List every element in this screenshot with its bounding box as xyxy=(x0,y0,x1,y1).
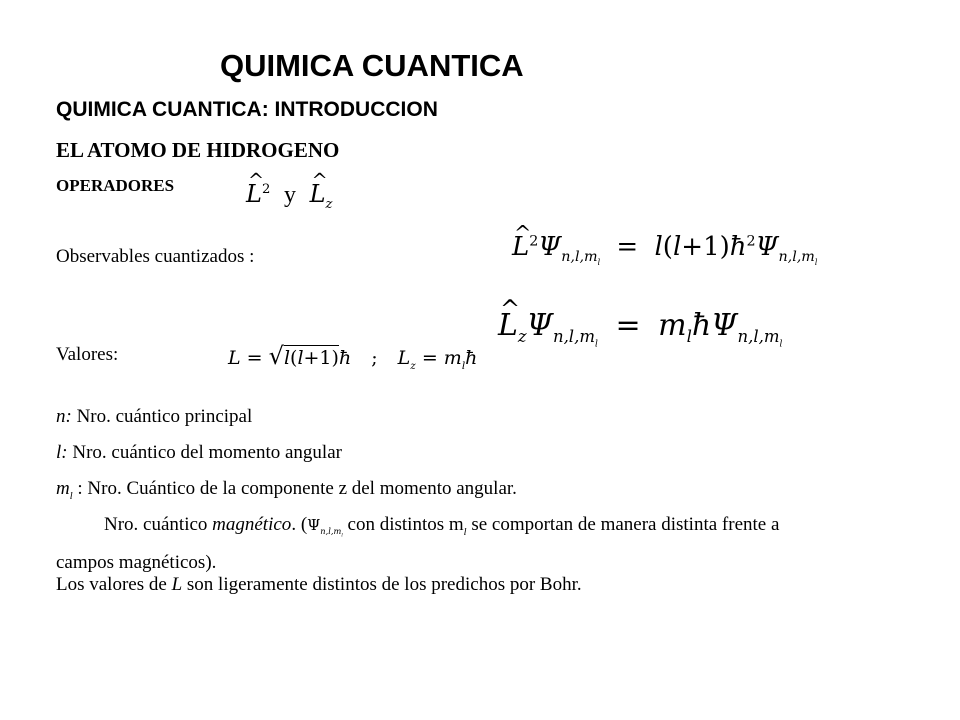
bohr-part2: son ligeramente distintos de los predichos por Bohr. xyxy=(182,574,582,595)
n-symbol: n: xyxy=(56,406,72,427)
slide-subtitle: QUIMICA CUANTICA: INTRODUCCION xyxy=(56,98,438,121)
observables-label: Observables cuantizados : xyxy=(56,246,255,267)
magnetic-part4: se comportan de manera distinta frente a campos magnéticos). xyxy=(56,514,780,573)
l-symbol: l: xyxy=(56,442,68,463)
ml-text: : Nro. Cuántico de la componente z del momento angular. xyxy=(72,478,517,499)
bohr-note xyxy=(56,574,582,596)
lz-equation: ^ $L_z\Psi_{n,l,m_l}$ = $m_lħ\Psi_{n,l,m_l}$ xyxy=(498,308,782,349)
l-definition xyxy=(56,442,342,464)
magnetic-note xyxy=(56,512,826,576)
ml-symbol-sub: l xyxy=(69,490,73,502)
ml-definition xyxy=(56,478,517,502)
l-text: Nro. cuántico del momento angular xyxy=(67,442,342,463)
n-definition xyxy=(56,406,252,428)
n-text: Nro. cuántico principal xyxy=(71,406,253,427)
bohr-part1: Los valores de xyxy=(56,574,172,595)
slide-title: QUIMICA CUANTICA xyxy=(220,48,524,83)
values-label: Valores: xyxy=(56,344,119,365)
magnetic-sub: l xyxy=(463,526,467,538)
magnetic-part2: . ( xyxy=(291,514,308,535)
psi-symbol: $\Psi_{n,l,m_l}$ xyxy=(307,516,343,539)
magnetic-part1: Nro. cuántico xyxy=(104,514,213,535)
ml-symbol: m xyxy=(56,478,70,499)
section-heading: EL ATOMO DE HIDROGENO xyxy=(56,138,340,162)
operators-label: OPERADORES xyxy=(56,176,175,195)
values-formula: L = √l(l+1)ħ ; $L_z$ = $m_lħ$ xyxy=(228,342,478,372)
bohr-italic: L xyxy=(171,574,183,595)
magnetic-part3: con distintos m xyxy=(342,514,464,535)
magnetic-italic: magnético xyxy=(212,514,292,535)
l-squared-equation: ^ $L^2\Psi_{n,l,m_l}$ = $l(l+1)ħ^2\Psi_{n,l,m_l}$ xyxy=(512,232,817,267)
operators-formula: ^ $L^2$ y ^ $L_z$ xyxy=(246,180,333,212)
